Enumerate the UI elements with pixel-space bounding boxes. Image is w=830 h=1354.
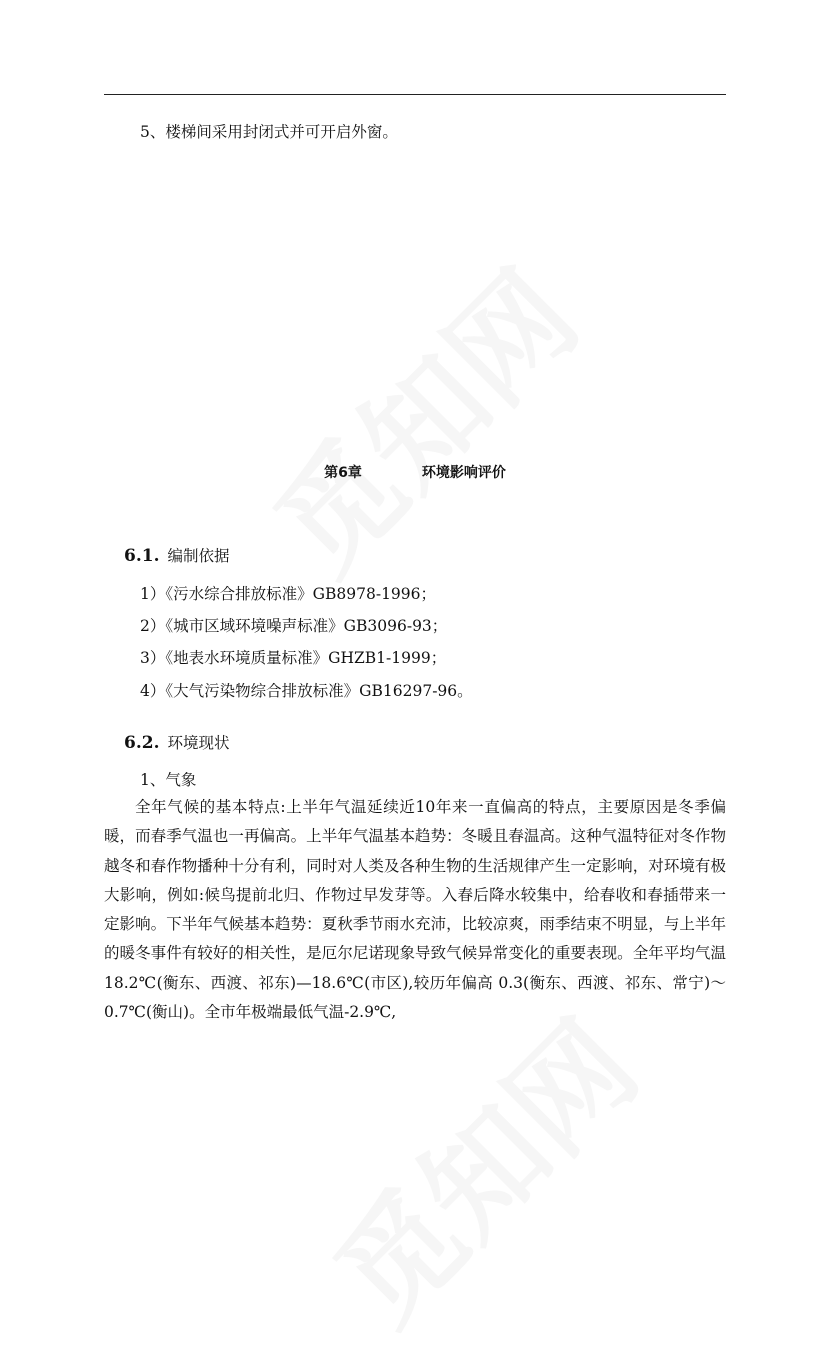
reference-item: 1）《污水综合排放标准》GB8978-1996；: [140, 585, 437, 603]
section-title: 编制依据: [167, 547, 230, 565]
section-number: 6.2.: [124, 733, 160, 753]
section-title: 环境现状: [167, 734, 230, 752]
section-heading-6-2: [124, 731, 230, 753]
header-rule: [104, 94, 726, 95]
section-heading-6-1: [124, 544, 230, 566]
subheading-weather: 1、气象: [140, 771, 197, 789]
chapter-heading: [0, 462, 830, 482]
watermark-bottom: [292, 978, 668, 1354]
body-paragraph: 全年气候的基本特点:上半年气温延续近10年来一直偏高的特点，主要原因是冬季偏暖，而春季气温也一再偏高。上半年气温基本趋势：冬暖且春温高。这种气温特征对冬作物越冬和春作物播种十分有利，同时对人类及各种生物的生活规律产生一定影响，对环境有极大影响，例如:候鸟提前北归、作物过早发芽等。入春后降水较集中，给春收和春插带来一定影响。下半年气候基本趋势：夏秋季节雨水充沛，比较凉爽，雨季结束不明显，与上半年的暖冬事件有较好的相关性，是厄尔尼诺现象导致气候异常变化的重要表现。全年平均气温 18.2℃(衡东、西渡、祁东)—18.6℃(市区),较历年偏高 0.3(衡东、西渡、祁东、常宁)～0.7℃(衡山)。全市年极端最低气温-2.9℃,: [104, 798, 726, 1022]
reference-item: 4）《大气污染物综合排放标准》GB16297-96。: [140, 682, 473, 700]
chapter-number: 第6章: [324, 465, 362, 481]
watermark: [232, 228, 608, 604]
intro-list-item: 5、楼梯间采用封闭式并可开启外窗。: [140, 123, 398, 141]
reference-item: 2）《城市区域环境噪声标准》GB3096-93；: [140, 617, 448, 635]
section-number: 6.1.: [124, 546, 160, 566]
reference-item: 3）《地表水环境质量标准》GHZB1-1999；: [140, 649, 447, 667]
chapter-title: 环境影响评价: [421, 465, 506, 481]
